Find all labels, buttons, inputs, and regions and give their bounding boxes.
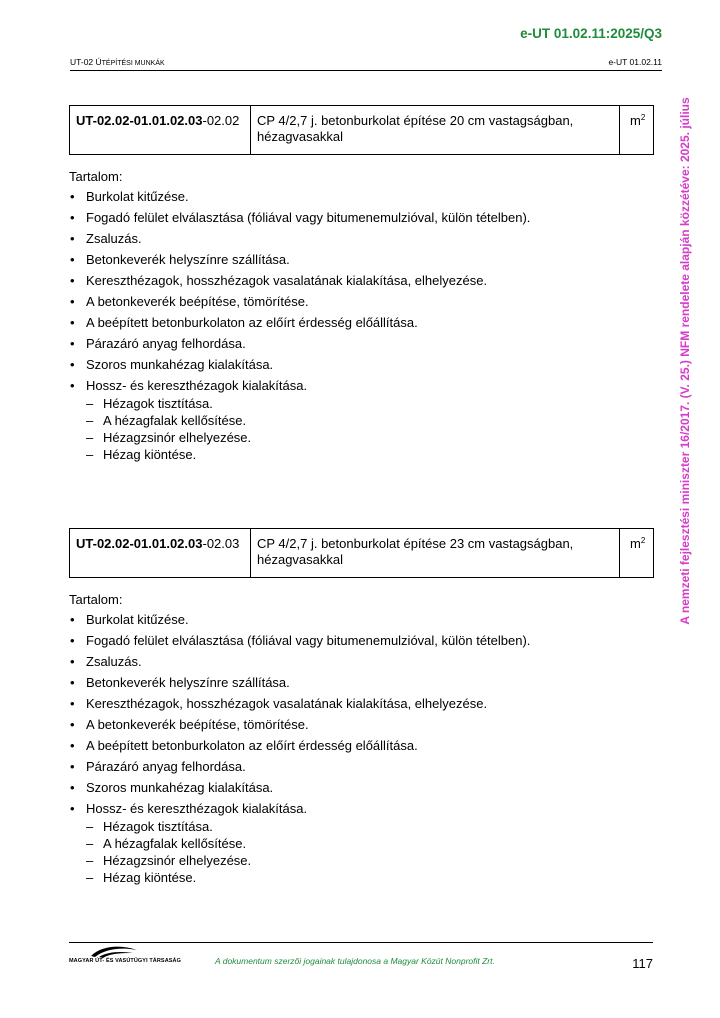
sub-list-item-text: Hézagzsinór elhelyezése. bbox=[103, 853, 252, 868]
list-item bbox=[69, 633, 654, 648]
sub-list-item-text: A hézagfalak kellősítése. bbox=[103, 836, 247, 851]
item-unit-exponent: 2 bbox=[640, 536, 646, 545]
list-item bbox=[69, 357, 654, 372]
page-number: 117 bbox=[632, 956, 653, 971]
copyright-notice: A dokumentum szerzői jogainak tulajdonosa a Magyar Közút Nonprofit Zrt. bbox=[215, 956, 495, 966]
sub-list-item-text: Hézagok tisztítása. bbox=[103, 396, 213, 411]
sub-list-item bbox=[86, 853, 654, 868]
item-code-bold: UT-02.02-01.01.02.03 bbox=[76, 536, 203, 551]
bullet-icon: • bbox=[70, 231, 75, 246]
list-item-text: A betonkeverék beépítése, tömörítése. bbox=[86, 294, 309, 309]
list-item-text: Betonkeverék helyszínre szállítása. bbox=[86, 252, 290, 267]
list-item-text: Zsaluzás. bbox=[86, 231, 142, 246]
content-bullet-list bbox=[69, 189, 654, 462]
list-item bbox=[69, 612, 654, 627]
item-unit bbox=[620, 106, 653, 154]
content-heading: Tartalom: bbox=[69, 592, 123, 607]
dash-icon: – bbox=[86, 430, 94, 445]
list-item-text: Szoros munkahézag kialakítása. bbox=[86, 780, 274, 795]
list-item-text: Betonkeverék helyszínre szállítása. bbox=[86, 675, 290, 690]
bullet-icon: • bbox=[70, 759, 75, 774]
dash-icon: – bbox=[86, 836, 94, 851]
bullet-icon: • bbox=[70, 675, 75, 690]
bullet-icon: • bbox=[70, 696, 75, 711]
bullet-icon: • bbox=[70, 378, 75, 393]
sub-list-item bbox=[86, 430, 654, 445]
item-code-suffix: -02.03 bbox=[202, 536, 240, 551]
bullet-icon: • bbox=[70, 273, 75, 288]
list-item bbox=[69, 675, 654, 690]
sub-list-item-text: Hézagok tisztítása. bbox=[103, 819, 213, 834]
sub-list-item bbox=[86, 396, 654, 411]
content-sub-list bbox=[86, 396, 654, 462]
list-item bbox=[69, 315, 654, 330]
item-unit-base: m bbox=[630, 113, 641, 128]
bullet-icon: • bbox=[70, 801, 75, 816]
publication-note-text: A nemzeti fejlesztési miniszter 16/2017. (V. 25.) NFM rendelete alapján közzétéve: 2025. július bbox=[678, 97, 692, 625]
bullet-icon: • bbox=[70, 654, 75, 669]
bullet-icon: • bbox=[70, 780, 75, 795]
content-heading: Tartalom: bbox=[69, 169, 123, 184]
bullet-icon: • bbox=[70, 315, 75, 330]
list-item-text: Kereszthézagok, hosszhézagok vasalatának kialakítása, elhelyezése. bbox=[86, 696, 488, 711]
list-item bbox=[69, 294, 654, 309]
list-item-text: Hossz- és kereszthézagok kialakítása. bbox=[86, 801, 308, 816]
bullet-icon: • bbox=[70, 717, 75, 732]
sub-list-item bbox=[86, 413, 654, 428]
list-item-text: Fogadó felület elválasztása (fóliával vagy bitumenemulzióval, külön tételben). bbox=[86, 210, 531, 225]
running-header bbox=[70, 56, 662, 71]
list-item bbox=[69, 252, 654, 267]
bullet-icon: • bbox=[70, 633, 75, 648]
sub-list-item-text: A hézagfalak kellősítése. bbox=[103, 413, 247, 428]
list-item-text: A betonkeverék beépítése, tömörítése. bbox=[86, 717, 309, 732]
bullet-icon: • bbox=[70, 738, 75, 753]
sub-list-item bbox=[86, 836, 654, 851]
bullet-icon: • bbox=[70, 210, 75, 225]
sub-list-item-text: Hézagzsinór elhelyezése. bbox=[103, 430, 252, 445]
dash-icon: – bbox=[86, 447, 94, 462]
item-code-cell bbox=[70, 106, 251, 154]
content-bullet-list bbox=[69, 612, 654, 885]
running-header-left bbox=[70, 57, 165, 67]
dash-icon: – bbox=[86, 853, 94, 868]
item-code-bold: UT-02.02-01.01.02.03 bbox=[76, 113, 203, 128]
list-item-text: Kereszthézagok, hosszhézagok vasalatának kialakítása, elhelyezése. bbox=[86, 273, 488, 288]
running-header-right: e-UT 01.02.11 bbox=[608, 57, 662, 67]
list-item bbox=[69, 738, 654, 753]
item-code-cell bbox=[70, 529, 251, 577]
company-logo bbox=[69, 944, 179, 968]
list-item bbox=[69, 210, 654, 225]
content-sub-list bbox=[86, 819, 654, 885]
item-content-2 bbox=[69, 592, 654, 891]
sub-list-item bbox=[86, 447, 654, 462]
list-item-text: A beépített betonburkolaton az előírt érdesség előállítása. bbox=[86, 738, 418, 753]
publication-note bbox=[675, 96, 695, 626]
item-description: CP 4/2,7 j. betonburkolat építése 23 cm vastagságban, hézagvasakkal bbox=[251, 529, 620, 577]
sub-list-item bbox=[86, 819, 654, 834]
logo-text: MAGYAR ÚT- ÉS VASÚTÜGYI TÁRSASÁG bbox=[69, 958, 181, 964]
list-item-text: Burkolat kitűzése. bbox=[86, 612, 189, 627]
sub-list-item-text: Hézag kiöntése. bbox=[103, 870, 197, 885]
list-item-text: Fogadó felület elválasztása (fóliával vagy bitumenemulzióval, külön tételben). bbox=[86, 633, 531, 648]
bullet-icon: • bbox=[70, 294, 75, 309]
list-item bbox=[69, 189, 654, 204]
logo-swoosh-icon bbox=[89, 944, 139, 958]
item-table-1 bbox=[69, 105, 654, 155]
dash-icon: – bbox=[86, 870, 94, 885]
list-item bbox=[69, 231, 654, 246]
document-code: e-UT 01.02.11:2025/Q3 bbox=[520, 26, 662, 41]
list-item-text: Burkolat kitűzése. bbox=[86, 189, 189, 204]
list-item-text: Szoros munkahézag kialakítása. bbox=[86, 357, 274, 372]
item-unit bbox=[620, 529, 653, 577]
bullet-icon: • bbox=[70, 336, 75, 351]
item-unit-exponent: 2 bbox=[640, 113, 646, 122]
dash-icon: – bbox=[86, 396, 94, 411]
list-item-text: Hossz- és kereszthézagok kialakítása. bbox=[86, 378, 308, 393]
list-item bbox=[69, 717, 654, 732]
footer-divider bbox=[69, 942, 653, 943]
item-table-2 bbox=[69, 528, 654, 578]
list-item-text: Párazáró anyag felhordása. bbox=[86, 336, 246, 351]
item-code-suffix: -02.02 bbox=[202, 113, 240, 128]
list-item bbox=[69, 378, 654, 462]
sub-list-item-text: Hézag kiöntése. bbox=[103, 447, 197, 462]
item-description: CP 4/2,7 j. betonburkolat építése 20 cm vastagságban, hézagvasakkal bbox=[251, 106, 620, 154]
list-item bbox=[69, 696, 654, 711]
list-item bbox=[69, 336, 654, 351]
bullet-icon: • bbox=[70, 189, 75, 204]
list-item-text: A beépített betonburkolaton az előírt érdesség előállítása. bbox=[86, 315, 418, 330]
list-item-text: Zsaluzás. bbox=[86, 654, 142, 669]
list-item bbox=[69, 759, 654, 774]
running-header-smallcaps: TÉPÍTÉSI MUNKÁK bbox=[101, 60, 165, 67]
list-item bbox=[69, 801, 654, 885]
dash-icon: – bbox=[86, 413, 94, 428]
bullet-icon: • bbox=[70, 252, 75, 267]
list-item bbox=[69, 654, 654, 669]
list-item bbox=[69, 273, 654, 288]
list-item bbox=[69, 780, 654, 795]
bullet-icon: • bbox=[70, 357, 75, 372]
bullet-icon: • bbox=[70, 612, 75, 627]
sub-list-item bbox=[86, 870, 654, 885]
dash-icon: – bbox=[86, 819, 94, 834]
running-header-prefix: UT-02 Ú bbox=[70, 57, 102, 67]
list-item-text: Párazáró anyag felhordása. bbox=[86, 759, 246, 774]
item-unit-base: m bbox=[630, 536, 641, 551]
item-content-1 bbox=[69, 169, 654, 468]
